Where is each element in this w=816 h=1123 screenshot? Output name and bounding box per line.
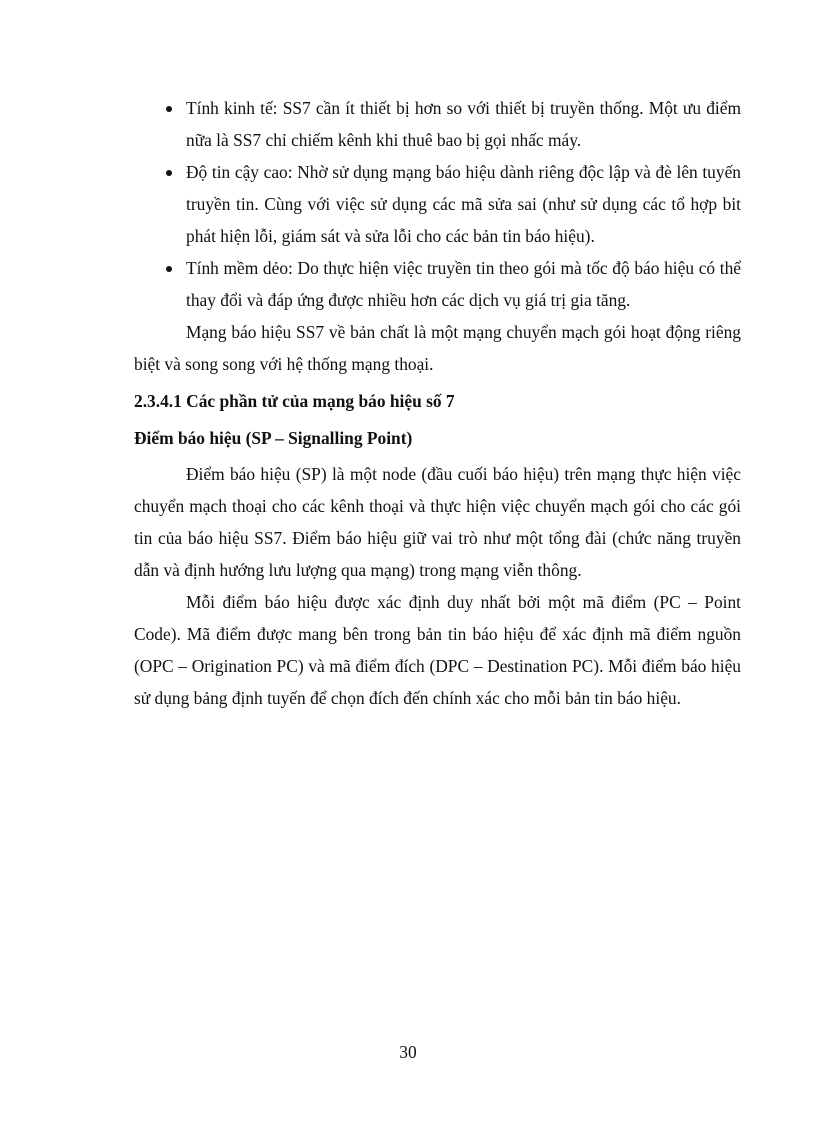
bullet-item-flexibility xyxy=(134,252,741,316)
page-content xyxy=(134,92,741,714)
section-heading: 2.3.4.1 Các phần tử của mạng báo hiệu số 7 xyxy=(134,391,455,411)
paragraph-sp-definition: Điểm báo hiệu (SP) là một node (đầu cuối báo hiệu) trên mạng thực hiện việc chuyển mạch thoại cho các kênh thoại và thực hiện việc chuyển mạch gói cho các gói tin của báo hiệu SS7. Điểm báo hiệu giữ vai trò như một tổng đài (chức năng truyền dẫn và định hướng lưu lượng qua mạng) trong mạng viễn thông. xyxy=(134,464,741,580)
page-number: 30 xyxy=(399,1042,417,1062)
sub-heading: Điểm báo hiệu (SP – Signalling Point) xyxy=(134,428,413,448)
bullet-item-economy xyxy=(134,92,741,156)
bullet-text: Tính mềm dẻo: Do thực hiện việc truyền tin theo gói mà tốc độ báo hiệu có thể thay đổi và đáp ứng được nhiều hơn các dịch vụ giá trị gia tăng. xyxy=(186,258,741,310)
paragraph-sp-point-code: Mỗi điểm báo hiệu được xác định duy nhất bởi một mã điểm (PC – Point Code). Mã điểm được mang bên trong bản tin báo hiệu để xác định mã điểm nguồn (OPC – Origination PC) và mã điểm đích (DPC – Destination PC). Mỗi điểm báo hiệu sử dụng bảng định tuyến để chọn đích đến chính xác cho mỗi bản tin báo hiệu. xyxy=(134,592,741,708)
bullet-text: Độ tin cậy cao: Nhờ sử dụng mạng báo hiệu dành riêng độc lập và đè lên tuyến truyền tin. Cùng với việc sử dụng các mã sửa sai (như sử dụng các tổ hợp bit phát hiện lỗi, giám sát và sửa lỗi cho các bản tin báo hiệu). xyxy=(186,162,741,246)
bullet-icon xyxy=(162,92,176,124)
paragraph-intro: Mạng báo hiệu SS7 về bản chất là một mạng chuyển mạch gói hoạt động riêng biệt và song song với hệ thống mạng thoại. xyxy=(134,322,741,374)
bullet-icon xyxy=(162,156,176,188)
bullet-icon xyxy=(162,252,176,284)
bullet-text: Tính kinh tế: SS7 cần ít thiết bị hơn so với thiết bị truyền thống. Một ưu điểm nữa là SS7 chỉ chiếm kênh khi thuê bao bị gọi nhấc máy. xyxy=(186,98,741,150)
bullet-item-reliability xyxy=(134,156,741,252)
